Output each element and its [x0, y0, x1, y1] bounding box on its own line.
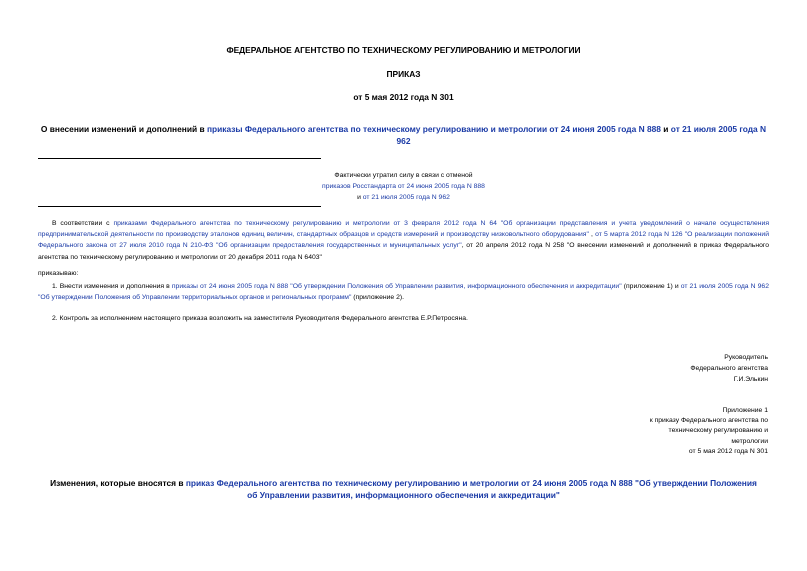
changes-heading-link-888[interactable]: приказ Федерального агентства по техническому регулированию и метрологии от 24 июня 2005 года N 888 "Об утверждении Положения об Управлении развития, информационного обеспечения и аккредитации": [185, 478, 757, 500]
preamble-text-2: ,: [588, 231, 596, 239]
annex-line-1: Приложение 1: [722, 407, 768, 414]
preamble-link-order-64[interactable]: приказами Федерального агентства по техническому регулированию и метрологии от 3 февраля 2012 года N 64 "Об организации представления и учета уведомлений о начале осуществления предпринимательской деятельности по производству эталонов единиц величин, стандартных образцов и средств измерений и производству низковольтного оборудования": [38, 220, 769, 239]
signature-role-2: Федерального агентства: [690, 365, 768, 372]
item-2-paragraph: 2. Контроль за исполнением настоящего приказа возложить на заместителя Руководителя Федерального агентства Е.Р.Петросяна.: [52, 315, 468, 322]
agency-heading: ФЕДЕРАЛЬНОЕ АГЕНТСТВО ПО ТЕХНИЧЕСКОМУ РЕГУЛИРОВАНИЮ И МЕТРОЛОГИИ: [226, 45, 581, 55]
annex-line-3: техническому регулированию и: [668, 427, 768, 435]
signature-name: Г.И.Элькин: [733, 376, 768, 383]
divider-top: [38, 158, 321, 159]
status-note-line1: Фактически утратил силу в связи с отменой: [334, 172, 473, 179]
order-title: [40, 123, 767, 147]
preamble-text-1: В соответствии с: [52, 220, 114, 227]
item-1-link-888[interactable]: приказы от 24 июня 2005 года N 888 "Об утверждении Положения об Управлении развития, информационного обеспечения и аккредитации": [171, 283, 622, 290]
item-1-text-2: (приложение 1) и: [621, 283, 681, 290]
status-note-link-962[interactable]: от 21 июля 2005 года N 962: [362, 194, 450, 201]
preamble-paragraph: [38, 218, 769, 263]
order-title-link-962[interactable]: от 21 июля 2005 года N 962: [396, 124, 767, 146]
order-title-prefix: О внесении изменений и дополнений в: [40, 124, 207, 134]
item-1-link-962[interactable]: от 21 июля 2005 года N 962 "Об утверждении Положения об Управлении территориальных органов и региональных программ": [38, 283, 769, 302]
annex-line-5: от 5 мая 2012 года N 301: [688, 447, 768, 455]
preamble-link-order-126[interactable]: от 5 марта 2012 года N 126 "О реализации положений Федерального закона от 27 июля 2010 года N 210-ФЗ "Об организации предоставления государственных и муниципальных услуг": [38, 231, 769, 250]
order-word: приказываю:: [38, 270, 79, 277]
order-heading: ПРИКАЗ: [386, 69, 421, 79]
signature-block: [560, 352, 768, 385]
order-title-link-888[interactable]: приказы Федерального агентства по техническому регулированию и метрологии от 24 июня 2005 года N 888: [206, 124, 661, 134]
item-1-text-3: (приложение 2).: [351, 294, 405, 302]
changes-heading-prefix: Изменения, которые вносятся в: [50, 478, 186, 488]
status-note-prefix: и: [357, 194, 363, 201]
divider-bottom: [38, 206, 321, 207]
item-1-text-1: 1. Внести изменения и дополнения в: [52, 283, 172, 290]
item-1-paragraph: [38, 281, 769, 303]
status-note: [260, 170, 547, 203]
annex-line-4: метрологии: [731, 437, 768, 445]
order-title-mid: и: [660, 124, 671, 134]
annex-line-2: к приказу Федерального агентства по: [649, 417, 768, 425]
annex-header: [600, 406, 768, 457]
preamble-text-3: , от 20 апреля 2012 года N 258 "О внесении изменений и дополнений в приказ Федерального агентства по техническому регулированию и метрологии от 20 декабря 2011 года N 6403": [38, 242, 769, 261]
status-note-link-888[interactable]: приказов Росстандарта от 24 июня 2005 года N 888: [322, 183, 485, 190]
signature-role-1: Руководитель: [724, 354, 768, 361]
order-date-number: от 5 мая 2012 года N 301: [353, 92, 454, 102]
changes-heading: [45, 478, 762, 501]
